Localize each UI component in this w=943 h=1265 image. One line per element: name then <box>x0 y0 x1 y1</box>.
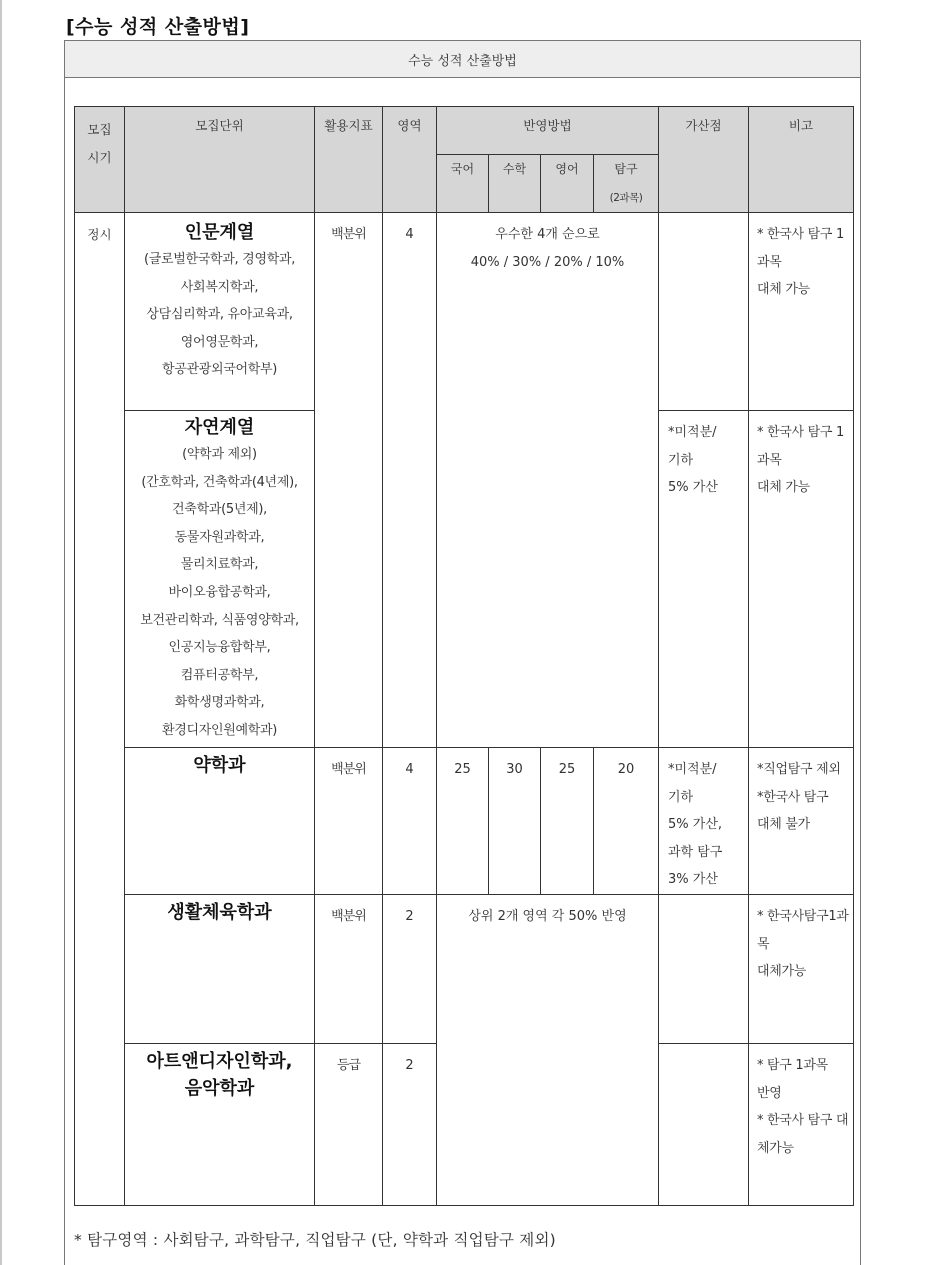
group-sub-line: 인공지능융합학부, <box>168 640 271 656</box>
remark-line: * 한국사 탐구 1 <box>757 425 844 440</box>
indicator-cell: 백분위 <box>315 748 383 895</box>
header-math: 수학 <box>489 155 541 213</box>
unit-cell-humanities <box>125 213 315 411</box>
method-line: 40% / 30% / 20% / 10% <box>470 254 625 270</box>
group-name-humanities: 인문계열 <box>184 222 255 243</box>
score-method-table <box>74 106 854 1206</box>
bonus-cell-sports <box>659 894 749 1043</box>
page-edge-line <box>0 0 2 1265</box>
bonus-cell-natural <box>659 411 749 748</box>
unit-cell-pharmacy <box>125 748 315 895</box>
remark-line: * 탐구 1과목 <box>757 1057 828 1073</box>
bonus-line: *미적분/ <box>668 425 717 440</box>
header-period <box>75 107 125 213</box>
remark-line: 체가능 <box>757 1140 794 1156</box>
group-name-natural: 자연계열 <box>184 417 255 438</box>
group-sub-line: 환경디자인원예학과) <box>161 722 278 738</box>
group-sub-line: 바이오융합공학과, <box>168 584 271 600</box>
group-sub-line: 컴퓨터공학부, <box>180 667 259 683</box>
group-sub-line: (간호학과, 건축학과(4년제), <box>141 474 298 490</box>
bonus-line: 5% 가산 <box>668 480 718 496</box>
header-inquiry-label: 탐구 <box>614 162 638 176</box>
group-sub-line: 화학생명과학과, <box>174 695 265 711</box>
group-sub-line: 영어영문학과, <box>180 334 259 350</box>
areas-cell: 4 <box>383 748 437 895</box>
header-period-line-1: 모집 <box>87 122 112 137</box>
method-line: 우수한 4개 순으로 <box>495 227 600 242</box>
group-sub-line: (글로벌한국학과, 경영학과, <box>143 252 296 267</box>
header-period-line-2: 시기 <box>87 150 112 165</box>
areas-cell: 2 <box>383 894 437 1043</box>
remark-line: 대체 불가 <box>757 817 810 833</box>
remarks-cell-natural <box>749 411 854 748</box>
group-sub-line: 보건관리학과, 식품영양학과, <box>140 612 299 628</box>
bonus-line: 과학 탐구 <box>668 844 723 860</box>
group-sub-line: 물리치료학과, <box>180 557 259 573</box>
header-bonus: 가산점 <box>659 107 749 213</box>
bonus-line: *미적분/ <box>668 762 717 777</box>
bonus-cell-arts <box>659 1043 749 1205</box>
header-unit: 모집단위 <box>125 107 315 213</box>
group-name-arts: 아트앤디자인학과, <box>146 1050 293 1072</box>
method-cell-humanities-natural <box>437 213 659 748</box>
box-header: 수능 성적 산출방법 <box>65 41 860 78</box>
method-line: 상위 2개 영역 각 50% 반영 <box>468 908 627 924</box>
group-sub-line: 항공관광외국어학부) <box>161 362 278 378</box>
remark-line: 반영 <box>757 1085 782 1101</box>
remark-line: *직업탐구 제외 <box>757 762 841 777</box>
remark-line: * 한국사탐구1과 <box>757 908 849 924</box>
group-name-pharmacy: 약학과 <box>193 755 246 776</box>
areas-cell: 2 <box>383 1043 437 1205</box>
bonus-cell-humanities <box>659 213 749 411</box>
bonus-line: 5% 가산, <box>668 817 723 833</box>
areas-cell: 4 <box>383 213 437 748</box>
header-inquiry <box>594 155 659 213</box>
remark-line: * 한국사 탐구 1 <box>757 227 844 242</box>
header-method: 반영방법 <box>437 107 659 155</box>
indicator-cell: 백분위 <box>315 894 383 1043</box>
remark-line: 과목 <box>757 452 782 468</box>
unit-cell-arts <box>125 1043 315 1205</box>
bonus-line: 기하 <box>668 452 694 468</box>
section-title: [수능 성적 산출방법] <box>66 16 250 38</box>
english-weight-cell: 25 <box>541 748 594 895</box>
header-inquiry-sub: (2과목) <box>609 192 643 204</box>
header-indicator: 활용지표 <box>315 107 383 213</box>
header-remarks: 비고 <box>749 107 854 213</box>
period-value: 정시 <box>87 227 112 242</box>
remark-line: *한국사 탐구 <box>757 789 829 805</box>
unit-cell-natural <box>125 411 315 748</box>
remark-line: * 한국사 탐구 대 <box>757 1113 849 1129</box>
indicator-cell: 등급 <box>315 1043 383 1205</box>
remarks-cell-sports <box>749 894 854 1043</box>
group-name-music: 음악학과 <box>184 1077 255 1099</box>
period-cell <box>75 213 125 1206</box>
bonus-cell-pharmacy <box>659 748 749 895</box>
unit-cell-sports <box>125 894 315 1043</box>
remarks-cell-humanities <box>749 213 854 411</box>
indicator-cell: 백분위 <box>315 213 383 748</box>
inquiry-weight-cell: 20 <box>594 748 659 895</box>
method-cell-sports-arts <box>437 894 659 1205</box>
header-korean: 국어 <box>437 155 489 213</box>
remarks-cell-arts <box>749 1043 854 1205</box>
group-name-sports: 생활체육학과 <box>167 901 272 923</box>
remarks-cell-pharmacy <box>749 748 854 895</box>
remark-line: 목 <box>757 936 770 952</box>
group-sub-line: 건축학과(5년제), <box>172 502 267 518</box>
remark-line: 대체 가능 <box>757 480 810 496</box>
math-weight-cell: 30 <box>489 748 541 895</box>
korean-weight-cell: 25 <box>437 748 489 895</box>
bonus-line: 3% 가산 <box>668 872 718 888</box>
bonus-line: 기하 <box>668 789 694 805</box>
footnote: * 탐구영역 : 사회탐구, 과학탐구, 직업탐구 (단, 약학과 직업탐구 제외) <box>74 1231 556 1249</box>
group-sub-line: 사회복지학과, <box>180 279 259 295</box>
group-sub-line: (약학과 제외) <box>182 447 257 462</box>
remark-line: 과목 <box>757 254 782 270</box>
header-english: 영어 <box>541 155 594 213</box>
group-sub-line: 동물자원과학과, <box>174 529 265 545</box>
header-areas: 영역 <box>383 107 437 213</box>
group-sub-line: 상담심리학과, 유아교육과, <box>146 307 293 323</box>
remark-line: 대체가능 <box>757 964 807 980</box>
remark-line: 대체 가능 <box>757 282 810 298</box>
